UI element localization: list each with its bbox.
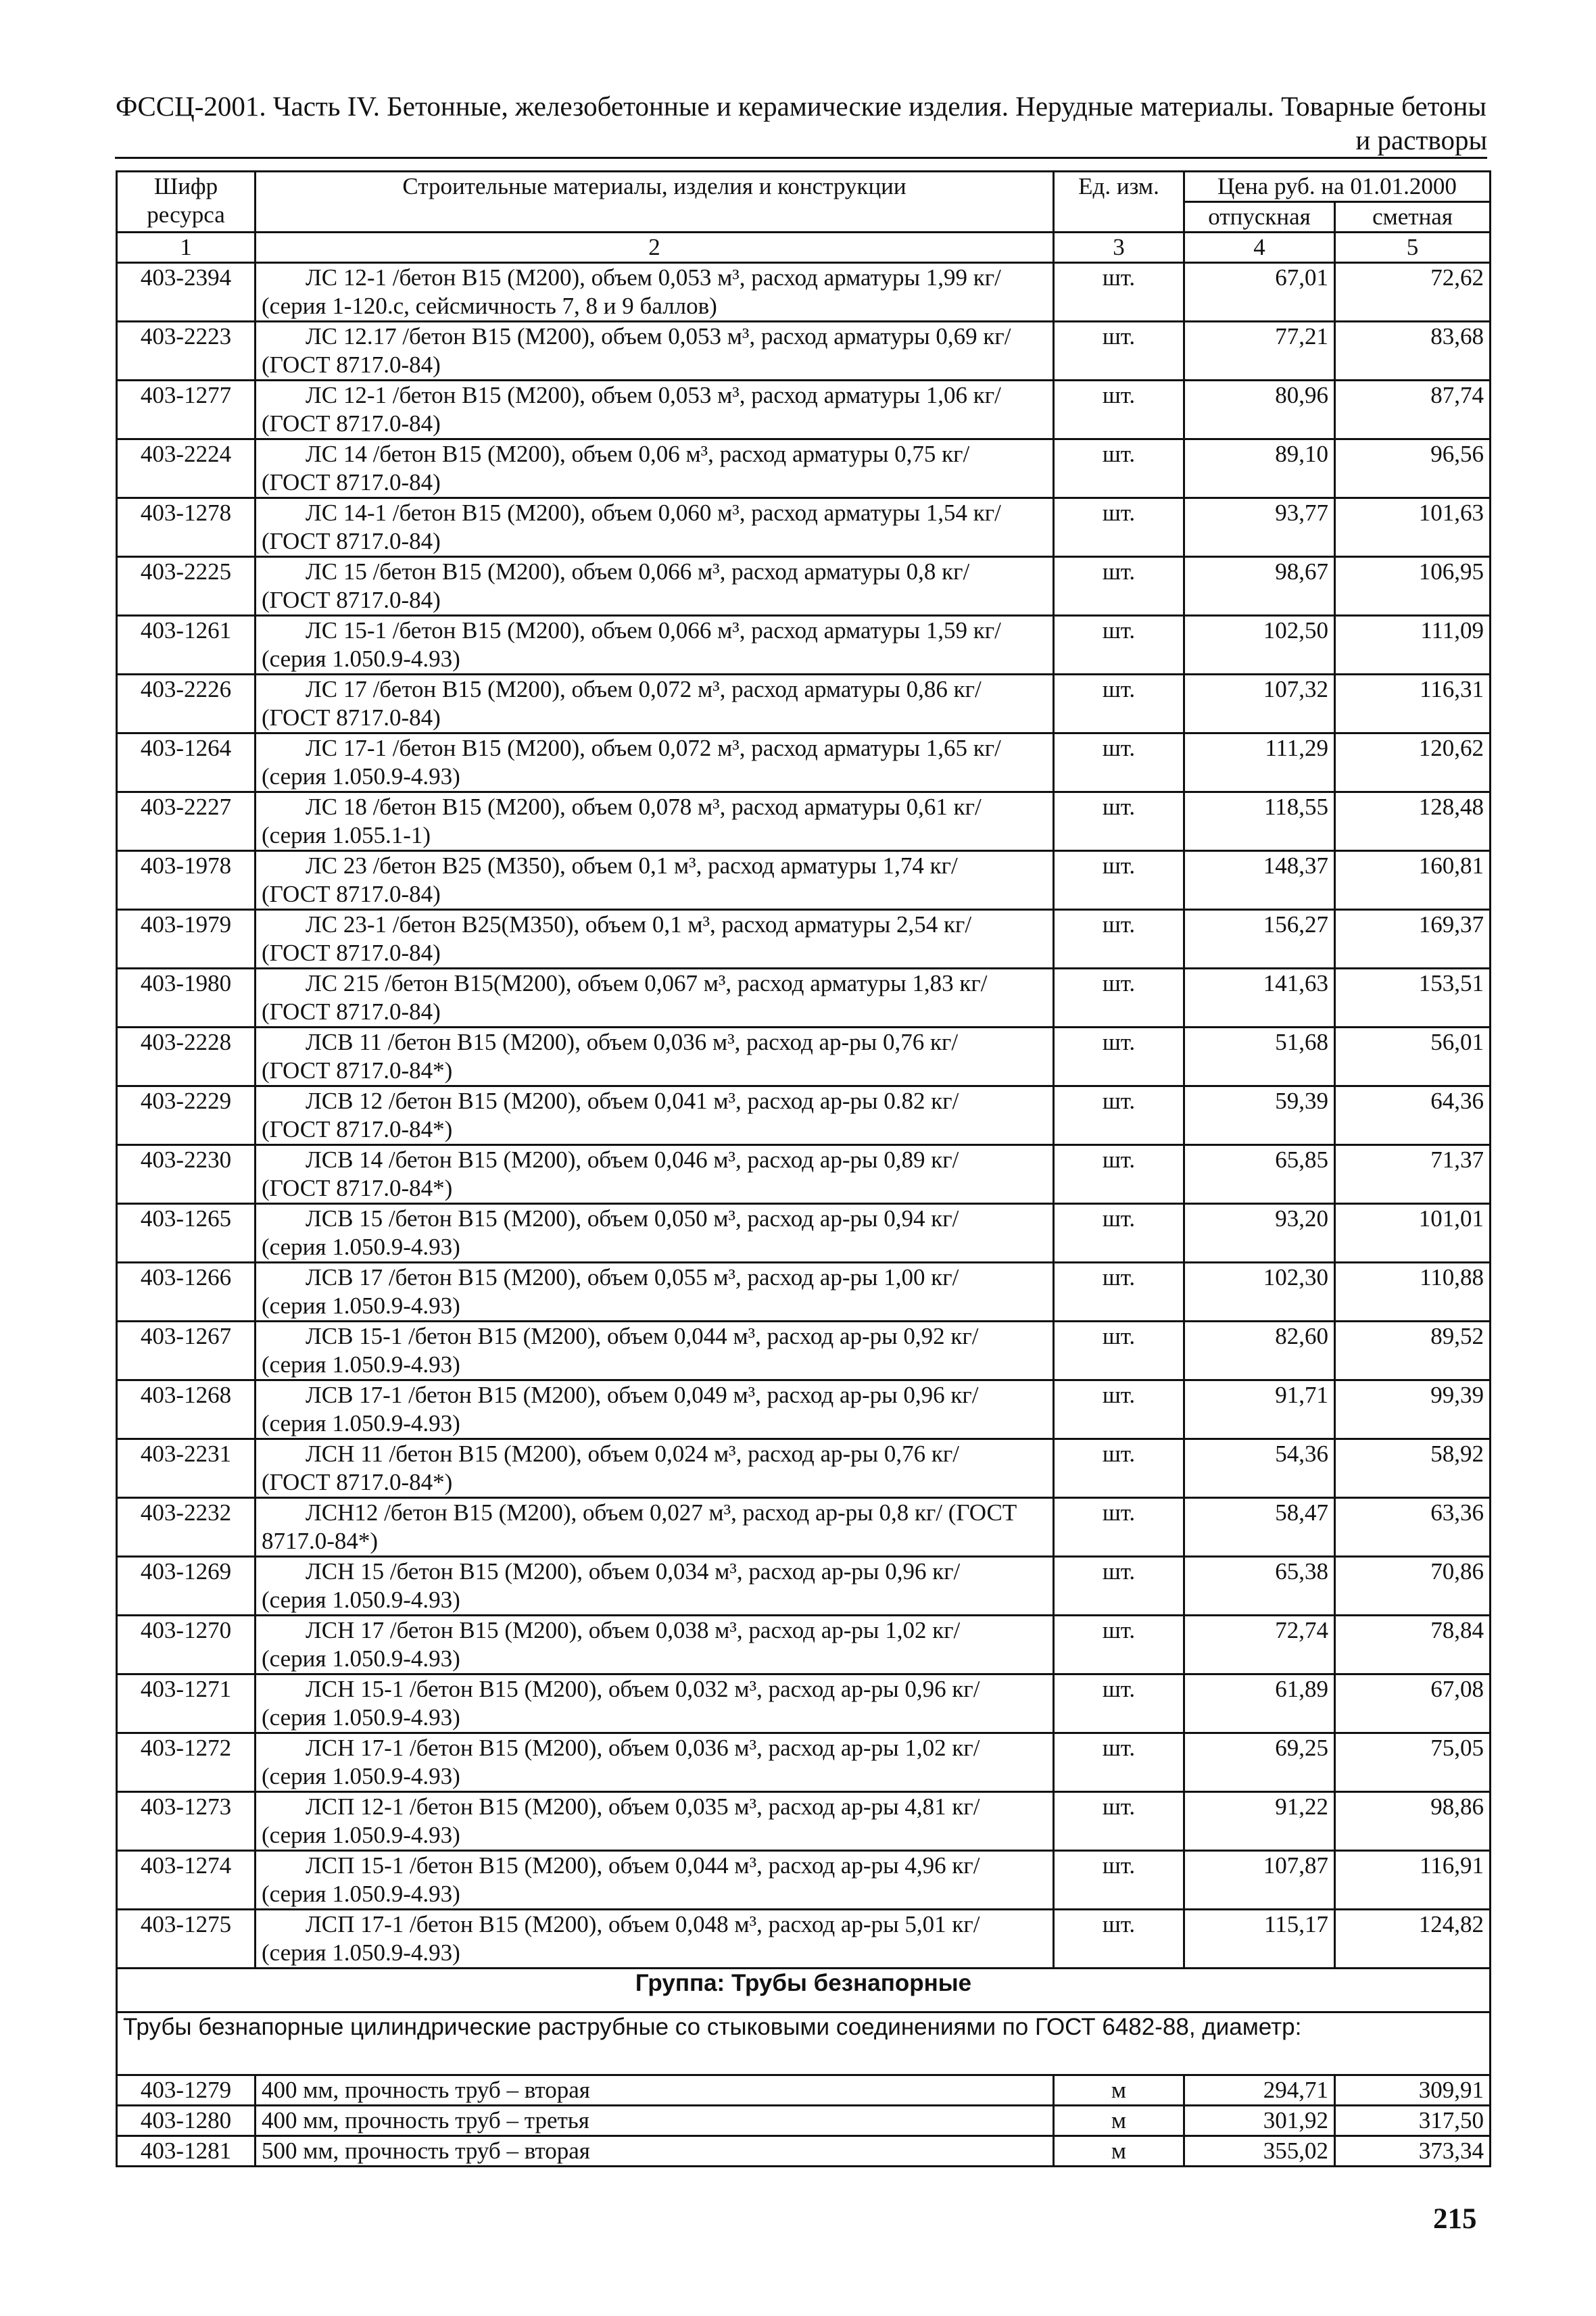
release-price: 61,89	[1184, 1674, 1335, 1733]
item-description: 500 мм, прочность труб – вторая	[256, 2136, 1054, 2167]
table-row	[117, 616, 1491, 675]
unit: шт.	[1054, 1557, 1184, 1616]
group-row	[117, 1969, 1491, 2012]
release-price: 58,47	[1184, 1498, 1335, 1557]
item-description	[256, 910, 1054, 969]
unit: шт.	[1054, 851, 1184, 910]
table-row	[117, 969, 1491, 1028]
estimate-price: 67,08	[1335, 1674, 1491, 1733]
item-description-line-2: (серия 1.050.9-4.93)	[262, 1293, 460, 1319]
table-row	[117, 1263, 1491, 1322]
resource-code: 403-2228	[117, 1028, 256, 1086]
unit: шт.	[1054, 1792, 1184, 1851]
estimate-price: 116,31	[1335, 675, 1491, 733]
item-description-line-2: (серия 1.050.9-4.93)	[262, 1410, 460, 1437]
unit: шт.	[1054, 1498, 1184, 1557]
item-description-line-1: ЛСП 12-1 /бетон В15 (М200), объем 0,035 м³, расход ар-ры 4,81 кг/	[306, 1793, 980, 1820]
item-description-line-1: ЛСВ 11 /бетон В15 (М200), объем 0,036 м³, расход ар-ры 0,76 кг/	[306, 1029, 959, 1055]
resource-code: 403-1264	[117, 733, 256, 792]
item-description-line-2: (ГОСТ 8717.0-84)	[262, 469, 441, 496]
item-description-line-2: (серия 1.050.9-4.93)	[262, 1351, 460, 1378]
estimate-price: 72,62	[1335, 263, 1491, 322]
resource-code: 403-1270	[117, 1616, 256, 1674]
estimate-price: 70,86	[1335, 1557, 1491, 1616]
item-description-line-2: (ГОСТ 8717.0-84)	[262, 528, 441, 554]
unit: шт.	[1054, 616, 1184, 675]
item-description-line-1: ЛС 215 /бетон В15(М200), объем 0,067 м³, расход арматуры 1,83 кг/	[306, 970, 988, 996]
item-description	[256, 969, 1054, 1028]
unit: шт.	[1054, 1145, 1184, 1204]
item-description-line-2: 8717.0-84*)	[262, 1528, 379, 1554]
release-price: 111,29	[1184, 733, 1335, 792]
resource-code: 403-2223	[117, 322, 256, 381]
estimate-price: 75,05	[1335, 1733, 1491, 1792]
release-price: 102,50	[1184, 616, 1335, 675]
resource-code: 403-1980	[117, 969, 256, 1028]
release-price: 91,22	[1184, 1792, 1335, 1851]
item-description-line-1: ЛСН 11 /бетон В15 (М200), объем 0,024 м³, расход ар-ры 0,76 кг/	[306, 1441, 959, 1467]
item-description-line-1: ЛС 17-1 /бетон В15 (М200), объем 0,072 м³, расход арматуры 1,65 кг/	[306, 735, 1001, 761]
item-description-line-1: ЛСН 15 /бетон В15 (М200), объем 0,034 м³, расход ар-ры 0,96 кг/	[306, 1558, 961, 1585]
unit: шт.	[1054, 1322, 1184, 1380]
item-description-line-2: (серия 1.050.9-4.93)	[262, 1822, 460, 1848]
unit: шт.	[1054, 1263, 1184, 1322]
release-price: 59,39	[1184, 1086, 1335, 1145]
release-price: 77,21	[1184, 322, 1335, 381]
resource-code: 403-1265	[117, 1204, 256, 1263]
item-description	[256, 1263, 1054, 1322]
item-description-line-2: (ГОСТ 8717.0-84)	[262, 881, 441, 907]
unit: шт.	[1054, 1910, 1184, 1969]
release-price: 93,77	[1184, 498, 1335, 557]
resource-code: 403-1275	[117, 1910, 256, 1969]
item-description-line-1: ЛСП 17-1 /бетон В15 (М200), объем 0,048 м³, расход ар-ры 5,01 кг/	[306, 1911, 980, 1937]
estimate-price: 169,37	[1335, 910, 1491, 969]
estimate-price: 101,01	[1335, 1204, 1491, 1263]
item-description-line-1: ЛС 14 /бетон В15 (М200), объем 0,06 м³, расход арматуры 0,75 кг/	[306, 441, 970, 467]
unit: м	[1054, 2106, 1184, 2136]
page-header-line-2: и растворы	[1355, 124, 1487, 155]
price-table	[116, 170, 1491, 2167]
item-description-line-1: ЛС 12.17 /бетон В15 (М200), объем 0,053 м³, расход арматуры 0,69 кг/	[306, 323, 1011, 349]
item-description-line-2: (ГОСТ 8717.0-84)	[262, 998, 441, 1025]
unit: шт.	[1054, 1086, 1184, 1145]
item-description-line-2: (ГОСТ 8717.0-84)	[262, 704, 441, 731]
column-number-row	[117, 233, 1491, 263]
item-description	[256, 263, 1054, 322]
item-description	[256, 1733, 1054, 1792]
resource-code: 403-1273	[117, 1792, 256, 1851]
resource-code: 403-2226	[117, 675, 256, 733]
table-row	[117, 1616, 1491, 1674]
resource-code: 403-1267	[117, 1322, 256, 1380]
resource-code: 403-1269	[117, 1557, 256, 1616]
item-description-line-2: (ГОСТ 8717.0-84)	[262, 587, 441, 613]
item-description-line-1: ЛС 12-1 /бетон В15 (М200), объем 0,053 м³, расход арматуры 1,99 кг/	[306, 264, 1001, 291]
resource-code: 403-2232	[117, 1498, 256, 1557]
release-price: 54,36	[1184, 1439, 1335, 1498]
item-description-line-2: (ГОСТ 8717.0-84*)	[262, 1057, 453, 1084]
item-description-line-2: (серия 1-120.с, сейсмичность 7, 8 и 9 баллов)	[262, 293, 717, 319]
estimate-price: 98,86	[1335, 1792, 1491, 1851]
estimate-price: 116,91	[1335, 1851, 1491, 1910]
item-description-line-1: ЛС 23-1 /бетон В25(М350), объем 0,1 м³, расход арматуры 2,54 кг/	[306, 911, 972, 938]
release-price: 80,96	[1184, 381, 1335, 439]
estimate-price: 106,95	[1335, 557, 1491, 616]
unit: шт.	[1054, 381, 1184, 439]
unit: шт.	[1054, 675, 1184, 733]
item-description-line-2: (ГОСТ 8717.0-84)	[262, 410, 441, 437]
table-row	[117, 851, 1491, 910]
table-row	[117, 1733, 1491, 1792]
table-row	[117, 1380, 1491, 1439]
table-row	[117, 1792, 1491, 1851]
unit: м	[1054, 2136, 1184, 2167]
resource-code: 403-1274	[117, 1851, 256, 1910]
item-description-line-2: (ГОСТ 8717.0-84)	[262, 352, 441, 378]
resource-code: 403-1978	[117, 851, 256, 910]
estimate-price: 128,48	[1335, 792, 1491, 851]
unit: шт.	[1054, 910, 1184, 969]
item-description	[256, 616, 1054, 675]
resource-code: 403-2394	[117, 263, 256, 322]
resource-code: 403-2227	[117, 792, 256, 851]
table-row	[117, 1028, 1491, 1086]
item-description-line-1: ЛСВ 15 /бетон В15 (М200), объем 0,050 м³, расход ар-ры 0,94 кг/	[306, 1205, 959, 1232]
item-description	[256, 498, 1054, 557]
table-row	[117, 322, 1491, 381]
header-unit: Ед. изм.	[1054, 172, 1184, 233]
table-row	[117, 2106, 1491, 2136]
item-description	[256, 439, 1054, 498]
unit: шт.	[1054, 969, 1184, 1028]
table-row	[117, 439, 1491, 498]
release-price: 51,68	[1184, 1028, 1335, 1086]
item-description	[256, 733, 1054, 792]
item-description	[256, 322, 1054, 381]
estimate-price: 309,91	[1335, 2075, 1491, 2106]
release-price: 301,92	[1184, 2106, 1335, 2136]
unit: шт.	[1054, 1439, 1184, 1498]
estimate-price: 160,81	[1335, 851, 1491, 910]
resource-code: 403-1261	[117, 616, 256, 675]
column-number: 1	[117, 233, 256, 263]
item-description-line-2: (серия 1.050.9-4.93)	[262, 1234, 460, 1260]
item-description-line-2: (ГОСТ 8717.0-84*)	[262, 1469, 453, 1495]
unit: шт.	[1054, 322, 1184, 381]
unit: шт.	[1054, 1380, 1184, 1439]
header-price-estimate: сметная	[1335, 202, 1491, 233]
table-row	[117, 263, 1491, 322]
item-description-line-1: ЛСН 17 /бетон В15 (М200), объем 0,038 м³, расход ар-ры 1,02 кг/	[306, 1617, 961, 1643]
estimate-price: 317,50	[1335, 2106, 1491, 2136]
unit: шт.	[1054, 792, 1184, 851]
header-price-release: отпускная	[1184, 202, 1335, 233]
estimate-price: 71,37	[1335, 1145, 1491, 1204]
resource-code: 403-2230	[117, 1145, 256, 1204]
estimate-price: 89,52	[1335, 1322, 1491, 1380]
resource-code: 403-1272	[117, 1733, 256, 1792]
item-description: 400 мм, прочность труб – третья	[256, 2106, 1054, 2136]
estimate-price: 111,09	[1335, 616, 1491, 675]
item-description-line-1: ЛСВ 17-1 /бетон В15 (М200), объем 0,049 м³, расход ар-ры 0,96 кг/	[306, 1382, 979, 1408]
item-description-line-1: ЛСН 17-1 /бетон В15 (М200), объем 0,036 м³, расход ар-ры 1,02 кг/	[306, 1735, 980, 1761]
item-description-line-1: ЛС 23 /бетон В25 (М350), объем 0,1 м³, расход арматуры 1,74 кг/	[306, 852, 958, 879]
table-row	[117, 498, 1491, 557]
item-description-line-1: ЛС 14-1 /бетон В15 (М200), объем 0,060 м³, расход арматуры 1,54 кг/	[306, 500, 1001, 526]
subgroup-row	[117, 2012, 1491, 2075]
resource-code: 403-1979	[117, 910, 256, 969]
unit: шт.	[1054, 498, 1184, 557]
table-row	[117, 792, 1491, 851]
item-description-line-2: (серия 1.050.9-4.93)	[262, 763, 460, 790]
unit: шт.	[1054, 1851, 1184, 1910]
unit: шт.	[1054, 733, 1184, 792]
item-description	[256, 1616, 1054, 1674]
resource-code: 403-1266	[117, 1263, 256, 1322]
item-description-line-2: (серия 1.050.9-4.93)	[262, 1645, 460, 1672]
item-description-line-1: ЛСН 15-1 /бетон В15 (М200), объем 0,032 м³, расход ар-ры 0,96 кг/	[306, 1676, 980, 1702]
item-description-line-2: (ГОСТ 8717.0-84)	[262, 940, 441, 966]
item-description-line-1: ЛС 12-1 /бетон В15 (М200), объем 0,053 м³, расход арматуры 1,06 кг/	[306, 382, 1001, 408]
item-description	[256, 1674, 1054, 1733]
table-row	[117, 1439, 1491, 1498]
item-description	[256, 851, 1054, 910]
table-row	[117, 381, 1491, 439]
release-price: 141,63	[1184, 969, 1335, 1028]
resource-code: 403-2229	[117, 1086, 256, 1145]
subgroup-text: Трубы безнапорные цилиндрические раструбные со стыковыми соединениями по ГОСТ 6482-88, диаметр:	[117, 2012, 1491, 2075]
release-price: 82,60	[1184, 1322, 1335, 1380]
item-description-line-1: ЛС 17 /бетон В15 (М200), объем 0,072 м³, расход арматуры 0,86 кг/	[306, 676, 982, 702]
release-price: 72,74	[1184, 1616, 1335, 1674]
resource-code: 403-2224	[117, 439, 256, 498]
table-row	[117, 1910, 1491, 1969]
column-number: 4	[1184, 233, 1335, 263]
header-code: Шифр ресурса	[117, 172, 256, 233]
column-number: 3	[1054, 233, 1184, 263]
table-row	[117, 1557, 1491, 1616]
unit: шт.	[1054, 1204, 1184, 1263]
item-description-line-2: (серия 1.050.9-4.93)	[262, 646, 460, 672]
item-description-line-2: (серия 1.050.9-4.93)	[262, 1704, 460, 1731]
item-description	[256, 1439, 1054, 1498]
item-description	[256, 1910, 1054, 1969]
release-price: 115,17	[1184, 1910, 1335, 1969]
estimate-price: 56,01	[1335, 1028, 1491, 1086]
table-row	[117, 733, 1491, 792]
page-number: 215	[1433, 2203, 1477, 2235]
item-description-line-1: ЛС 15-1 /бетон В15 (М200), объем 0,066 м³, расход арматуры 1,59 кг/	[306, 617, 1001, 644]
table-row	[117, 910, 1491, 969]
item-description	[256, 675, 1054, 733]
item-description-line-2: (серия 1.050.9-4.93)	[262, 1587, 460, 1613]
item-description-line-1: ЛСВ 14 /бетон В15 (М200), объем 0,046 м³, расход ар-ры 0,89 кг/	[306, 1147, 959, 1173]
estimate-price: 58,92	[1335, 1439, 1491, 1498]
table-row	[117, 1498, 1491, 1557]
estimate-price: 373,34	[1335, 2136, 1491, 2167]
estimate-price: 87,74	[1335, 381, 1491, 439]
estimate-price: 101,63	[1335, 498, 1491, 557]
table-header-row	[117, 172, 1491, 202]
item-description	[256, 1086, 1054, 1145]
resource-code: 403-2225	[117, 557, 256, 616]
item-description	[256, 1498, 1054, 1557]
release-price: 65,85	[1184, 1145, 1335, 1204]
column-number: 2	[256, 233, 1054, 263]
release-price: 102,30	[1184, 1263, 1335, 1322]
release-price: 148,37	[1184, 851, 1335, 910]
item-description	[256, 1851, 1054, 1910]
item-description	[256, 1792, 1054, 1851]
group-title: Группа: Трубы безнапорные	[117, 1969, 1491, 2012]
table-row	[117, 1851, 1491, 1910]
unit: шт.	[1054, 439, 1184, 498]
item-description-line-1: ЛС 15 /бетон В15 (М200), объем 0,066 м³, расход арматуры 0,8 кг/	[306, 558, 970, 585]
resource-code: 403-1277	[117, 381, 256, 439]
item-description	[256, 1380, 1054, 1439]
resource-code: 403-1281	[117, 2136, 256, 2167]
item-description	[256, 1204, 1054, 1263]
release-price: 93,20	[1184, 1204, 1335, 1263]
estimate-price: 83,68	[1335, 322, 1491, 381]
item-description-line-2: (серия 1.050.9-4.93)	[262, 1881, 460, 1907]
unit: шт.	[1054, 1616, 1184, 1674]
unit: шт.	[1054, 1028, 1184, 1086]
unit: шт.	[1054, 557, 1184, 616]
estimate-price: 153,51	[1335, 969, 1491, 1028]
release-price: 107,87	[1184, 1851, 1335, 1910]
item-description-line-2: (ГОСТ 8717.0-84*)	[262, 1175, 453, 1201]
release-price: 156,27	[1184, 910, 1335, 969]
table-row	[117, 1145, 1491, 1204]
item-description	[256, 792, 1054, 851]
table-row	[117, 2075, 1491, 2106]
release-price: 69,25	[1184, 1733, 1335, 1792]
column-number: 5	[1335, 233, 1491, 263]
table-row	[117, 1322, 1491, 1380]
item-description-line-1: ЛСВ 12 /бетон В15 (М200), объем 0,041 м³, расход ар-ры 0.82 кг/	[306, 1088, 959, 1114]
resource-code: 403-1280	[117, 2106, 256, 2136]
estimate-price: 124,82	[1335, 1910, 1491, 1969]
item-description-line-1: ЛСН12 /бетон В15 (М200), объем 0,027 м³, расход ар-ры 0,8 кг/ (ГОСТ	[306, 1499, 1017, 1526]
item-description	[256, 1557, 1054, 1616]
estimate-price: 63,36	[1335, 1498, 1491, 1557]
item-description-line-2: (ГОСТ 8717.0-84*)	[262, 1116, 453, 1142]
table-row	[117, 1086, 1491, 1145]
resource-code: 403-1279	[117, 2075, 256, 2106]
item-description	[256, 1145, 1054, 1204]
estimate-price: 99,39	[1335, 1380, 1491, 1439]
resource-code: 403-2231	[117, 1439, 256, 1498]
item-description-line-1: ЛС 18 /бетон В15 (М200), объем 0,078 м³, расход арматуры 0,61 кг/	[306, 794, 982, 820]
resource-code: 403-1271	[117, 1674, 256, 1733]
release-price: 294,71	[1184, 2075, 1335, 2106]
item-description-line-2: (серия 1.050.9-4.93)	[262, 1939, 460, 1966]
release-price: 118,55	[1184, 792, 1335, 851]
header-name: Строительные материалы, изделия и конструкции	[256, 172, 1054, 233]
header-price-group: Цена руб. на 01.01.2000	[1184, 172, 1491, 202]
item-description	[256, 1028, 1054, 1086]
estimate-price: 64,36	[1335, 1086, 1491, 1145]
item-description-line-2: (серия 1.050.9-4.93)	[262, 1763, 460, 1789]
estimate-price: 96,56	[1335, 439, 1491, 498]
table-row	[117, 2136, 1491, 2167]
item-description	[256, 1322, 1054, 1380]
estimate-price: 120,62	[1335, 733, 1491, 792]
table-row	[117, 1674, 1491, 1733]
table-row	[117, 557, 1491, 616]
item-description: 400 мм, прочность труб – вторая	[256, 2075, 1054, 2106]
release-price: 89,10	[1184, 439, 1335, 498]
resource-code: 403-1278	[117, 498, 256, 557]
resource-code: 403-1268	[117, 1380, 256, 1439]
release-price: 98,67	[1184, 557, 1335, 616]
table-row	[117, 1204, 1491, 1263]
release-price: 355,02	[1184, 2136, 1335, 2167]
item-description	[256, 557, 1054, 616]
release-price: 107,32	[1184, 675, 1335, 733]
estimate-price: 110,88	[1335, 1263, 1491, 1322]
item-description-line-1: ЛСВ 15-1 /бетон В15 (М200), объем 0,044 м³, расход ар-ры 0,92 кг/	[306, 1323, 979, 1349]
unit: м	[1054, 2075, 1184, 2106]
release-price: 67,01	[1184, 263, 1335, 322]
release-price: 91,71	[1184, 1380, 1335, 1439]
item-description-line-2: (серия 1.055.1-1)	[262, 822, 431, 848]
unit: шт.	[1054, 1674, 1184, 1733]
release-price: 65,38	[1184, 1557, 1335, 1616]
unit: шт.	[1054, 1733, 1184, 1792]
item-description	[256, 381, 1054, 439]
item-description-line-1: ЛСВ 17 /бетон В15 (М200), объем 0,055 м³, расход ар-ры 1,00 кг/	[306, 1264, 959, 1290]
item-description-line-1: ЛСП 15-1 /бетон В15 (М200), объем 0,044 м³, расход ар-ры 4,96 кг/	[306, 1852, 980, 1879]
unit: шт.	[1054, 263, 1184, 322]
estimate-price: 78,84	[1335, 1616, 1491, 1674]
table-row	[117, 675, 1491, 733]
page-header-line-1: ФССЦ-2001. Часть IV. Бетонные, железобетонные и керамические изделия. Нерудные материалы. Товарные бетоны	[116, 91, 1486, 122]
page-header	[115, 88, 1487, 159]
